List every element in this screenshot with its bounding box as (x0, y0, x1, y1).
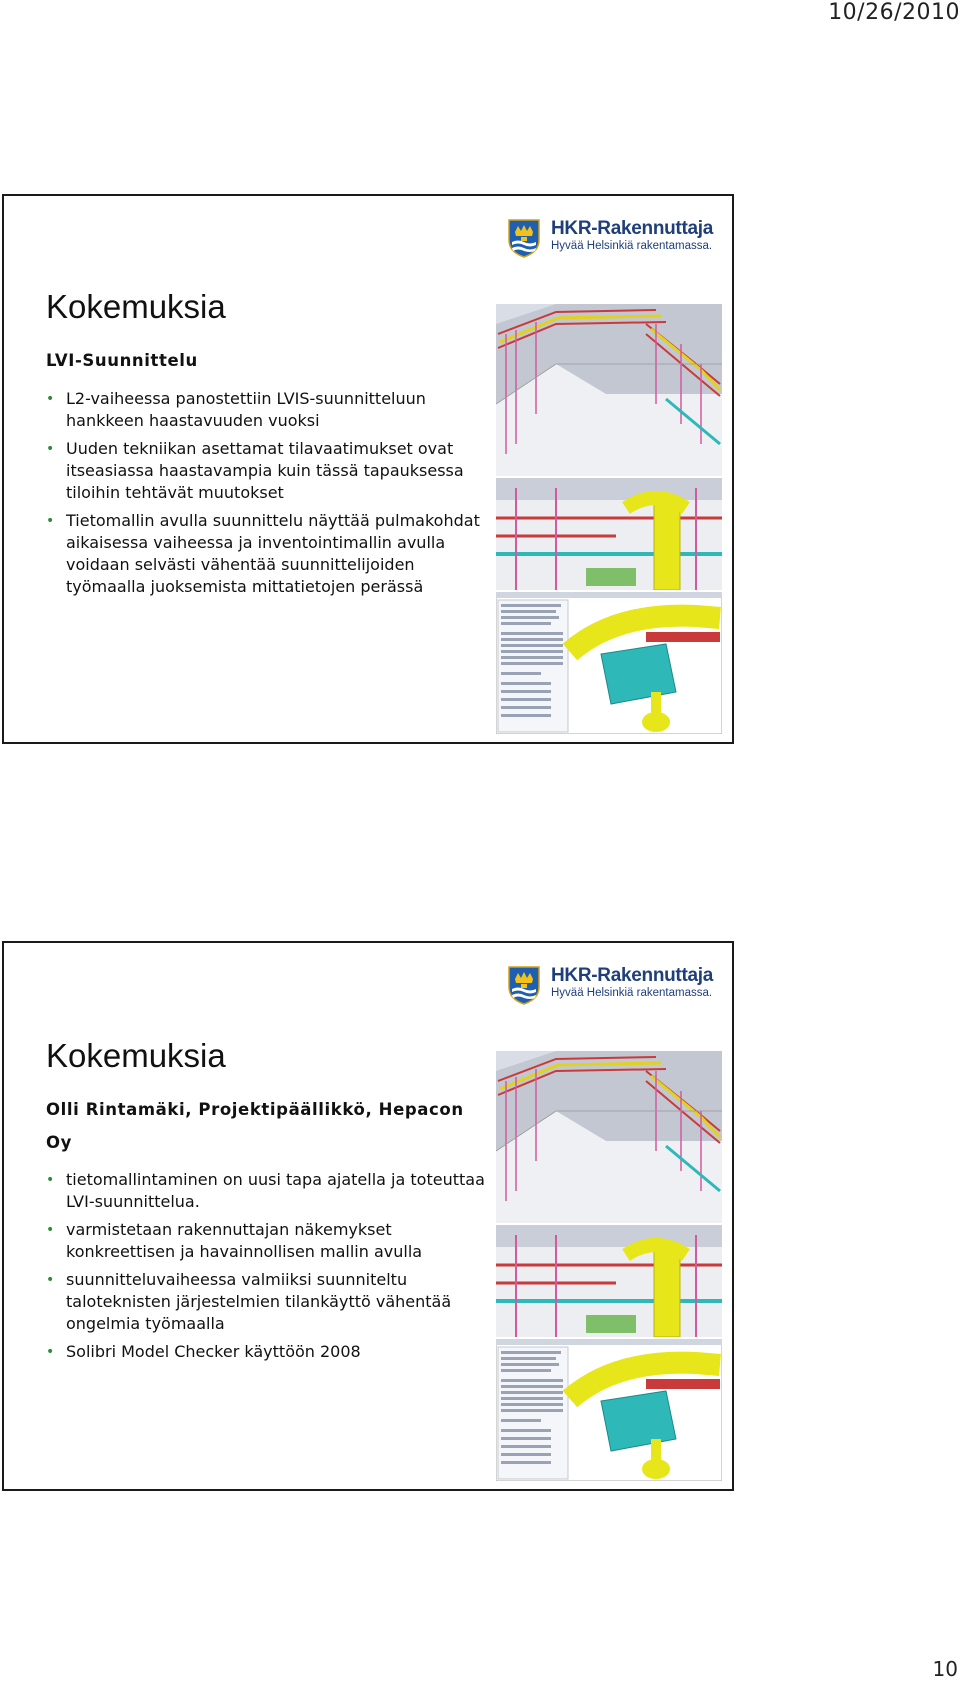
bim-building-overview-image (496, 304, 722, 476)
slide-subtitle: LVI-Suunnittelu (46, 351, 198, 370)
logo-tagline: Hyvää Helsinkiä rakentamassa. (551, 240, 713, 252)
hkr-logo (507, 965, 717, 1005)
logo-name: HKR-Rakennuttaja (551, 965, 713, 986)
page-date: 10/26/2010 (828, 0, 960, 25)
bullet-list (46, 1169, 491, 1369)
bullet-item: • tietomallintaminen on uusi tapa ajatella ja toteuttaa LVI-suunnittelua. (46, 1169, 491, 1213)
slide-2 (2, 941, 734, 1491)
bullet-item: • varmistetaan rakennuttajan näkemykset konkreettisen ja havainnollisen mallin avulla (46, 1219, 491, 1263)
bim-model-figures (496, 1051, 724, 1481)
bim-duct-detail-image (496, 1225, 722, 1337)
slide-title: Kokemuksia (46, 1037, 226, 1074)
bullet-item: • Uuden tekniikan asettamat tilavaatimukset ovat itseasiassa haastavampia kuin tässä tapauksessa tiloihin tehtävät muutokset (46, 438, 491, 504)
bullet-list (46, 388, 491, 604)
bullet-item: • L2-vaiheessa panostettiin LVIS-suunnitteluun hankkeen haastavuuden vuoksi (46, 388, 491, 432)
model-checker-screenshot-image (496, 592, 722, 734)
slide-title: Kokemuksia (46, 288, 226, 325)
slide-subtitle: Olli Rintamäki, Projektipäällikkö, Hepacon Oy (46, 1100, 464, 1152)
logo-name: HKR-Rakennuttaja (551, 218, 713, 239)
bullet-item: • Tietomallin avulla suunnittelu näyttää pulmakohdat aikaisessa vaiheessa ja inventointimallin avulla voidaan selvästi vähentää suunnittelijoiden työmaalla juoksemista mittatietojen perässä (46, 510, 491, 598)
bullet-item: • suunnitteluvaiheessa valmiiksi suunniteltu taloteknisten järjestelmien tilankäyttö vähentää ongelmia työmaalla (46, 1269, 491, 1335)
logo-tagline: Hyvää Helsinkiä rakentamassa. (551, 987, 713, 999)
hkr-logo (507, 218, 717, 258)
bullet-item: • Solibri Model Checker käyttöön 2008 (46, 1341, 491, 1363)
bim-duct-detail-image (496, 478, 722, 590)
page-number: 10 (932, 1657, 958, 1681)
helsinki-crest-icon (507, 965, 541, 1005)
bim-model-figures (496, 304, 724, 734)
model-checker-screenshot-image (496, 1339, 722, 1481)
slide-1 (2, 194, 734, 744)
helsinki-crest-icon (507, 218, 541, 258)
bim-building-overview-image (496, 1051, 722, 1223)
